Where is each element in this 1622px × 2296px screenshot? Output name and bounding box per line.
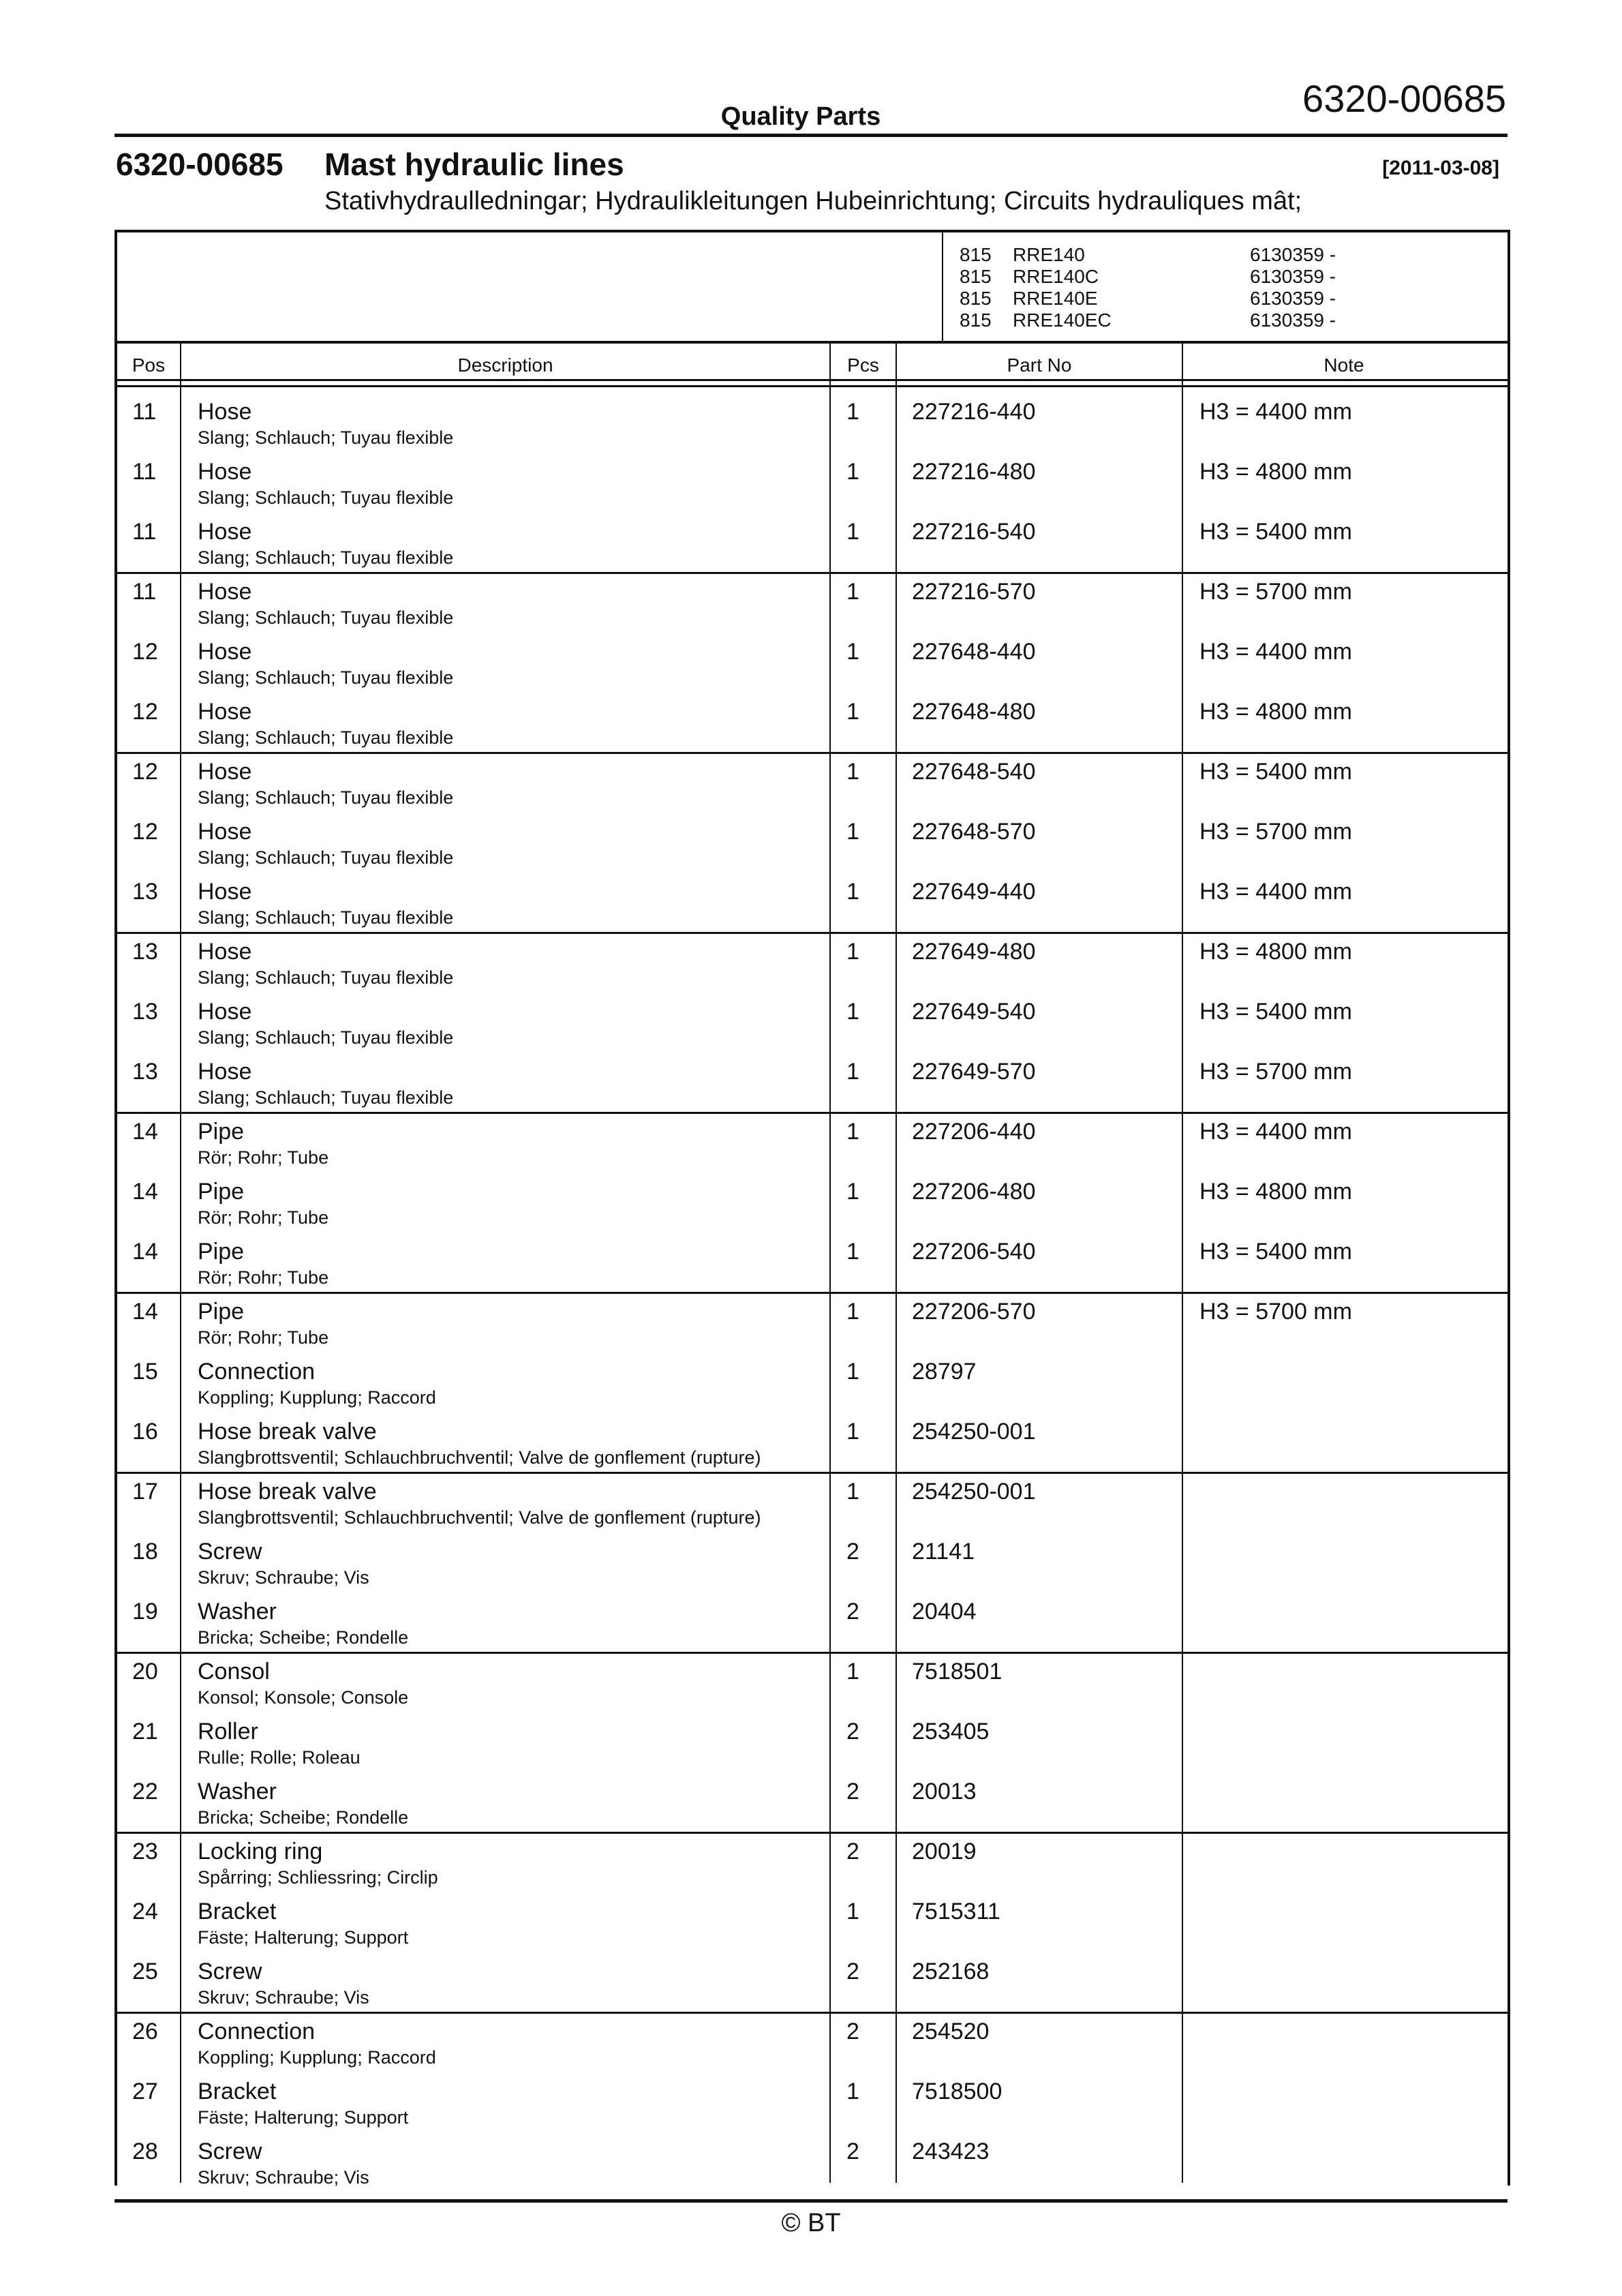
part-note: H3 = 4400 mm xyxy=(1199,399,1352,425)
part-translations: Slang; Schlauch; Tuyau flexible xyxy=(198,427,454,448)
quantity: 2 xyxy=(846,1959,859,1984)
table-row[interactable] xyxy=(117,639,1505,699)
table-row[interactable] xyxy=(117,1779,1505,1839)
part-translations: Koppling; Kupplung; Raccord xyxy=(198,2047,436,2068)
model-applicability-box xyxy=(942,232,1506,341)
part-name: Washer xyxy=(198,1599,277,1625)
quantity: 1 xyxy=(846,519,859,545)
model-serial: 6130359 - xyxy=(1250,244,1336,265)
column-header-note: Note xyxy=(1323,354,1364,376)
model-code: 815 xyxy=(960,266,992,287)
row-group-divider xyxy=(114,1112,1508,1114)
part-number: 227648-540 xyxy=(912,759,1036,785)
part-translations: Slang; Schlauch; Tuyau flexible xyxy=(198,907,454,928)
table-row[interactable] xyxy=(117,399,1505,459)
table-row[interactable] xyxy=(117,1239,1505,1299)
model-code: 815 xyxy=(960,309,992,331)
document-id: 6320-00685 xyxy=(1302,77,1506,120)
quantity: 2 xyxy=(846,1839,859,1864)
footer-divider xyxy=(114,2199,1508,2203)
part-note: H3 = 4800 mm xyxy=(1199,939,1352,965)
part-name: Pipe xyxy=(198,1299,245,1325)
row-group-divider xyxy=(114,1832,1508,1834)
part-name: Bracket xyxy=(198,2079,277,2104)
part-number: 227649-570 xyxy=(912,1059,1036,1085)
part-translations: Fäste; Halterung; Support xyxy=(198,1927,409,1948)
model-name: RRE140C xyxy=(1013,266,1099,287)
quantity: 2 xyxy=(846,2139,859,2164)
row-group-divider xyxy=(114,1472,1508,1474)
position-number: 11 xyxy=(132,519,157,545)
date-label: [2011-03-08] xyxy=(1382,157,1499,179)
table-row[interactable] xyxy=(117,1419,1505,1479)
section-heading: Quality Parts xyxy=(720,102,881,131)
part-translations: Konsol; Konsole; Console xyxy=(198,1687,409,1708)
position-number: 27 xyxy=(132,2079,158,2104)
part-number: 227648-570 xyxy=(912,819,1036,845)
quantity: 1 xyxy=(846,1239,859,1265)
row-group-divider xyxy=(114,932,1508,934)
part-name: Connection xyxy=(198,2019,316,2044)
position-number: 20 xyxy=(132,1659,158,1685)
table-row[interactable] xyxy=(117,699,1505,759)
part-translations: Koppling; Kupplung; Raccord xyxy=(198,1387,436,1408)
position-number: 13 xyxy=(132,879,158,905)
position-number: 14 xyxy=(132,1239,158,1265)
part-name: Hose xyxy=(198,1059,252,1085)
part-name: Hose xyxy=(198,579,252,605)
part-translations: Slang; Schlauch; Tuyau flexible xyxy=(198,727,454,748)
part-number: 20404 xyxy=(912,1599,977,1625)
position-number: 11 xyxy=(132,459,157,485)
quantity: 1 xyxy=(846,1659,859,1685)
part-name: Roller xyxy=(198,1719,258,1744)
part-translations: Slang; Schlauch; Tuyau flexible xyxy=(198,787,454,808)
quantity: 1 xyxy=(846,819,859,845)
quantity: 1 xyxy=(846,459,859,485)
part-number: 243423 xyxy=(912,2139,990,2164)
part-name: Washer xyxy=(198,1779,277,1804)
part-note: H3 = 5400 mm xyxy=(1199,1239,1352,1265)
part-translations: Fäste; Halterung; Support xyxy=(198,2107,409,2128)
table-row[interactable] xyxy=(117,1899,1505,1959)
part-name: Connection xyxy=(198,1359,316,1385)
part-translations: Rör; Rohr; Tube xyxy=(198,1147,329,1168)
table-row[interactable] xyxy=(117,1599,1505,1659)
table-row[interactable] xyxy=(117,759,1505,819)
position-number: 16 xyxy=(132,1419,158,1445)
position-number: 13 xyxy=(132,999,158,1025)
part-note: H3 = 4400 mm xyxy=(1199,879,1352,905)
table-row[interactable] xyxy=(117,1119,1505,1179)
part-name: Pipe xyxy=(198,1239,245,1265)
model-code: 815 xyxy=(960,288,992,309)
position-number: 11 xyxy=(132,399,157,425)
position-number: 11 xyxy=(132,579,157,605)
position-number: 14 xyxy=(132,1299,158,1325)
model-serial: 6130359 - xyxy=(1250,266,1336,287)
part-number: 227649-440 xyxy=(912,879,1036,905)
quantity: 1 xyxy=(846,399,859,425)
part-name: Pipe xyxy=(198,1119,245,1145)
position-number: 13 xyxy=(132,939,158,965)
part-name: Pipe xyxy=(198,1179,245,1205)
part-translations: Rör; Rohr; Tube xyxy=(198,1267,329,1288)
part-translations: Rör; Rohr; Tube xyxy=(198,1207,329,1228)
table-row[interactable] xyxy=(117,819,1505,879)
part-note: H3 = 4800 mm xyxy=(1199,1179,1352,1205)
part-number: 227206-480 xyxy=(912,1179,1036,1205)
quantity: 1 xyxy=(846,639,859,665)
row-group-divider xyxy=(114,1292,1508,1294)
quantity: 1 xyxy=(846,1119,859,1145)
table-row[interactable] xyxy=(117,1839,1505,1899)
part-translations: Spårring; Schliessring; Circlip xyxy=(198,1867,438,1888)
title-code: 6320-00685 xyxy=(116,147,284,182)
quantity: 1 xyxy=(846,2079,859,2104)
quantity: 1 xyxy=(846,1419,859,1445)
part-note: H3 = 4400 mm xyxy=(1199,1119,1352,1145)
quantity: 1 xyxy=(846,879,859,905)
part-name: Bracket xyxy=(198,1899,277,1924)
position-number: 13 xyxy=(132,1059,158,1085)
part-translations: Slang; Schlauch; Tuyau flexible xyxy=(198,967,454,988)
table-row[interactable] xyxy=(117,519,1505,579)
part-translations: Skruv; Schraube; Vis xyxy=(198,1567,369,1588)
part-number: 254250-001 xyxy=(912,1419,1036,1445)
quantity: 1 xyxy=(846,1299,859,1325)
part-name: Hose break valve xyxy=(198,1419,377,1445)
part-name: Hose xyxy=(198,459,252,485)
quantity: 1 xyxy=(846,1179,859,1205)
column-header-description: Description xyxy=(457,354,553,376)
quantity: 2 xyxy=(846,1719,859,1744)
part-number: 254250-001 xyxy=(912,1479,1036,1505)
part-name: Screw xyxy=(198,1539,262,1565)
part-number: 20013 xyxy=(912,1779,977,1804)
column-header-pcs: Pcs xyxy=(847,354,879,376)
table-header-bottom-rule xyxy=(114,385,1508,387)
part-name: Hose xyxy=(198,999,252,1025)
column-header-part-no: Part No xyxy=(1007,354,1072,376)
part-translations: Bricka; Scheibe; Rondelle xyxy=(198,1807,409,1828)
part-note: H3 = 5400 mm xyxy=(1199,519,1352,545)
quantity: 1 xyxy=(846,1059,859,1085)
part-number: 227206-570 xyxy=(912,1299,1036,1325)
quantity: 1 xyxy=(846,939,859,965)
position-number: 12 xyxy=(132,699,158,725)
part-number: 227216-480 xyxy=(912,459,1036,485)
table-row[interactable] xyxy=(117,1359,1505,1419)
part-number: 28797 xyxy=(912,1359,977,1385)
column-header-pos: Pos xyxy=(132,354,166,376)
part-translations: Slang; Schlauch; Tuyau flexible xyxy=(198,667,454,688)
model-code: 815 xyxy=(960,244,992,265)
table-row[interactable] xyxy=(117,879,1505,939)
part-number: 227648-480 xyxy=(912,699,1036,725)
quantity: 1 xyxy=(846,1899,859,1924)
part-number: 227216-540 xyxy=(912,519,1036,545)
part-number: 227206-540 xyxy=(912,1239,1036,1265)
quantity: 1 xyxy=(846,699,859,725)
model-name: RRE140EC xyxy=(1013,309,1112,331)
part-translations: Bricka; Scheibe; Rondelle xyxy=(198,1627,409,1648)
part-translations: Skruv; Schraube; Vis xyxy=(198,1987,369,2008)
part-translations: Slangbrottsventil; Schlauchbruchventil; Valve de gonflement (rupture) xyxy=(198,1507,761,1528)
table-header-bottom-rule xyxy=(114,379,1508,381)
row-group-divider xyxy=(114,2012,1508,2014)
part-note: H3 = 4400 mm xyxy=(1199,639,1352,665)
part-translations: Slang; Schlauch; Tuyau flexible xyxy=(198,487,454,508)
model-name: RRE140E xyxy=(1013,288,1098,309)
position-number: 19 xyxy=(132,1599,158,1625)
position-number: 25 xyxy=(132,1959,158,1984)
part-name: Hose xyxy=(198,819,252,845)
table-row[interactable] xyxy=(117,1179,1505,1239)
part-number: 227206-440 xyxy=(912,1119,1036,1145)
part-name: Consol xyxy=(198,1659,270,1685)
table-row[interactable] xyxy=(117,1959,1505,2019)
table-row[interactable] xyxy=(117,1479,1505,1539)
part-number: 7518500 xyxy=(912,2079,1003,2104)
position-number: 28 xyxy=(132,2139,158,2164)
header-divider xyxy=(114,134,1508,137)
part-name: Screw xyxy=(198,2139,262,2164)
position-number: 17 xyxy=(132,1479,158,1505)
position-number: 12 xyxy=(132,819,158,845)
table-row[interactable] xyxy=(117,939,1505,999)
part-note: H3 = 4800 mm xyxy=(1199,699,1352,725)
row-group-divider xyxy=(114,752,1508,754)
part-number: 227216-440 xyxy=(912,399,1036,425)
part-name: Hose xyxy=(198,519,252,545)
position-number: 12 xyxy=(132,639,158,665)
position-number: 26 xyxy=(132,2019,158,2044)
part-name: Hose break valve xyxy=(198,1479,377,1505)
table-row[interactable] xyxy=(117,1059,1505,1119)
part-name: Hose xyxy=(198,759,252,785)
position-number: 12 xyxy=(132,759,158,785)
page-subtitle: Stativhydraulledningar; Hydraulikleitungen Hubeinrichtung; Circuits hydrauliques mât; xyxy=(324,187,1302,215)
table-row[interactable] xyxy=(117,2079,1505,2139)
model-serial: 6130359 - xyxy=(1250,309,1336,331)
model-name: RRE140 xyxy=(1013,244,1085,265)
part-translations: Slang; Schlauch; Tuyau flexible xyxy=(198,1027,454,1048)
part-name: Hose xyxy=(198,699,252,725)
part-number: 227648-440 xyxy=(912,639,1036,665)
part-note: H3 = 5400 mm xyxy=(1199,999,1352,1025)
quantity: 1 xyxy=(846,759,859,785)
position-number: 14 xyxy=(132,1179,158,1205)
part-name: Locking ring xyxy=(198,1839,323,1864)
position-number: 15 xyxy=(132,1359,158,1385)
part-translations: Rör; Rohr; Tube xyxy=(198,1327,329,1348)
table-row[interactable] xyxy=(117,1539,1505,1599)
quantity: 2 xyxy=(846,1539,859,1565)
position-number: 22 xyxy=(132,1779,158,1804)
part-translations: Slang; Schlauch; Tuyau flexible xyxy=(198,547,454,568)
part-translations: Slang; Schlauch; Tuyau flexible xyxy=(198,607,454,628)
part-note: H3 = 5700 mm xyxy=(1199,1299,1352,1325)
model-serial: 6130359 - xyxy=(1250,288,1336,309)
quantity: 2 xyxy=(846,2019,859,2044)
position-number: 18 xyxy=(132,1539,158,1565)
part-number: 253405 xyxy=(912,1719,990,1744)
part-translations: Skruv; Schraube; Vis xyxy=(198,2167,369,2188)
position-number: 23 xyxy=(132,1839,158,1864)
quantity: 1 xyxy=(846,579,859,605)
part-number: 254520 xyxy=(912,2019,990,2044)
part-number: 20019 xyxy=(912,1839,977,1864)
table-header-top-rule xyxy=(114,341,1508,344)
quantity: 2 xyxy=(846,1779,859,1804)
part-number: 227216-570 xyxy=(912,579,1036,605)
quantity: 1 xyxy=(846,1479,859,1505)
part-translations: Slang; Schlauch; Tuyau flexible xyxy=(198,1087,454,1108)
table-row[interactable] xyxy=(117,2019,1505,2079)
part-note: H3 = 4800 mm xyxy=(1199,459,1352,485)
table-row[interactable] xyxy=(117,1299,1505,1359)
position-number: 21 xyxy=(132,1719,158,1744)
table-row[interactable] xyxy=(117,999,1505,1059)
part-number: 21141 xyxy=(912,1539,975,1565)
part-name: Hose xyxy=(198,879,252,905)
table-row[interactable] xyxy=(117,579,1505,639)
part-number: 227649-540 xyxy=(912,999,1036,1025)
position-number: 24 xyxy=(132,1899,158,1924)
part-number: 252168 xyxy=(912,1959,990,1984)
row-group-divider xyxy=(114,572,1508,574)
part-number: 7515311 xyxy=(912,1899,1000,1924)
part-name: Hose xyxy=(198,399,252,425)
part-note: H3 = 5700 mm xyxy=(1199,579,1352,605)
quantity: 1 xyxy=(846,999,859,1025)
part-note: H3 = 5700 mm xyxy=(1199,1059,1352,1085)
table-row[interactable] xyxy=(117,2139,1505,2199)
part-note: H3 = 5400 mm xyxy=(1199,759,1352,785)
part-name: Screw xyxy=(198,1959,262,1984)
part-translations: Slang; Schlauch; Tuyau flexible xyxy=(198,847,454,868)
part-note: H3 = 5700 mm xyxy=(1199,819,1352,845)
table-row[interactable] xyxy=(117,1659,1505,1719)
part-translations: Slangbrottsventil; Schlauchbruchventil; Valve de gonflement (rupture) xyxy=(198,1447,761,1468)
quantity: 2 xyxy=(846,1599,859,1625)
copyright: © BT xyxy=(781,2209,841,2237)
page-title: Mast hydraulic lines xyxy=(324,147,624,182)
row-group-divider xyxy=(114,1652,1508,1654)
part-name: Hose xyxy=(198,639,252,665)
quantity: 1 xyxy=(846,1359,859,1385)
part-name: Hose xyxy=(198,939,252,965)
part-number: 227649-480 xyxy=(912,939,1036,965)
part-translations: Rulle; Rolle; Roleau xyxy=(198,1747,361,1768)
table-row[interactable] xyxy=(117,1719,1505,1779)
table-row[interactable] xyxy=(117,459,1505,519)
position-number: 14 xyxy=(132,1119,158,1145)
part-number: 7518501 xyxy=(912,1659,1003,1685)
